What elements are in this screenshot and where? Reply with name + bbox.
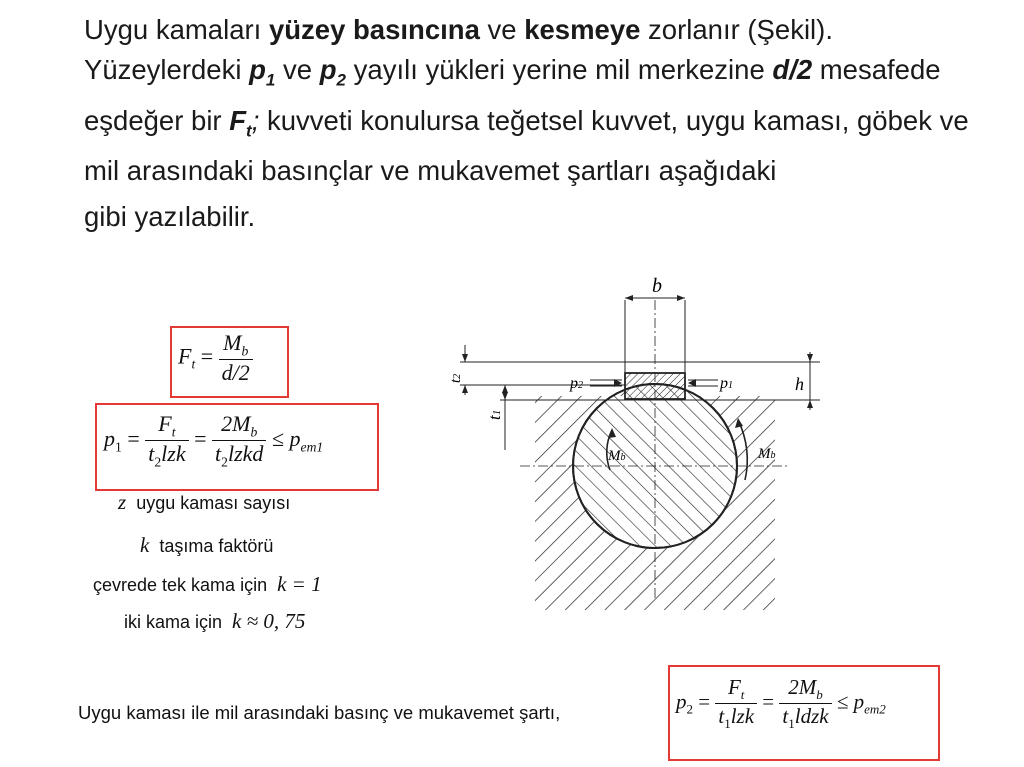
key-shaft-diagram xyxy=(430,270,830,610)
note-double-key: iki kama için k ≈ 0, 75 xyxy=(124,609,306,633)
svg-text:b: b xyxy=(652,275,662,297)
formula-ft: $F_t$ = $\frac{M_b}{d/2}$ xyxy=(178,330,253,386)
intro-paragraph: Uygu kamaları yüzey basıncına ve kesmeye zorlanır (Şekil). Yüzeylerdeki $p_1$ ve $p_2$ yayılı yükleri yerine mil merkezine d/2 mesafede eşdeğer bir $F_t$; kuvveti konulursa teğetsel kuvvet, uygu kaması, göbek ve mil arasındaki basınçlar ve mukavemet şartları aşağıdaki gibi yazılabilir. xyxy=(84,14,969,232)
bottom-label: Uygu kaması ile mil arasındaki basınç ve mukavemet şartı, xyxy=(78,702,561,723)
svg-text:t2: t2 xyxy=(448,373,464,383)
svg-text:t1: t1 xyxy=(485,409,504,420)
note-k: k taşıma faktörü xyxy=(140,533,274,557)
svg-text:h: h xyxy=(795,374,804,394)
bold-shear: kesmeye xyxy=(524,14,641,45)
note-single-key: çevrede tek kama için k = 1 xyxy=(93,572,322,596)
formula-p1: $p_1$ = $\frac{F_t}{t_2lzk}$ = $\frac{2M_b}{t_2lzkd}$ ≤ $p_{em1}$ xyxy=(104,411,324,470)
svg-text:p2: p2 xyxy=(570,375,583,392)
note-z: z uygu kaması sayısı xyxy=(118,490,291,514)
svg-text:p1: p1 xyxy=(720,375,733,392)
bold-surface-pressure: yüzey basıncına xyxy=(268,14,480,45)
svg-text:Mb: Mb xyxy=(758,446,776,462)
formula-p2: $p_2$ = $\frac{F_t}{t_1lzk}$ = $\frac{2M_b}{t_1ldzk}$ ≤ $p_{em2}$ xyxy=(676,675,886,732)
svg-text:Mb: Mb xyxy=(608,448,626,464)
